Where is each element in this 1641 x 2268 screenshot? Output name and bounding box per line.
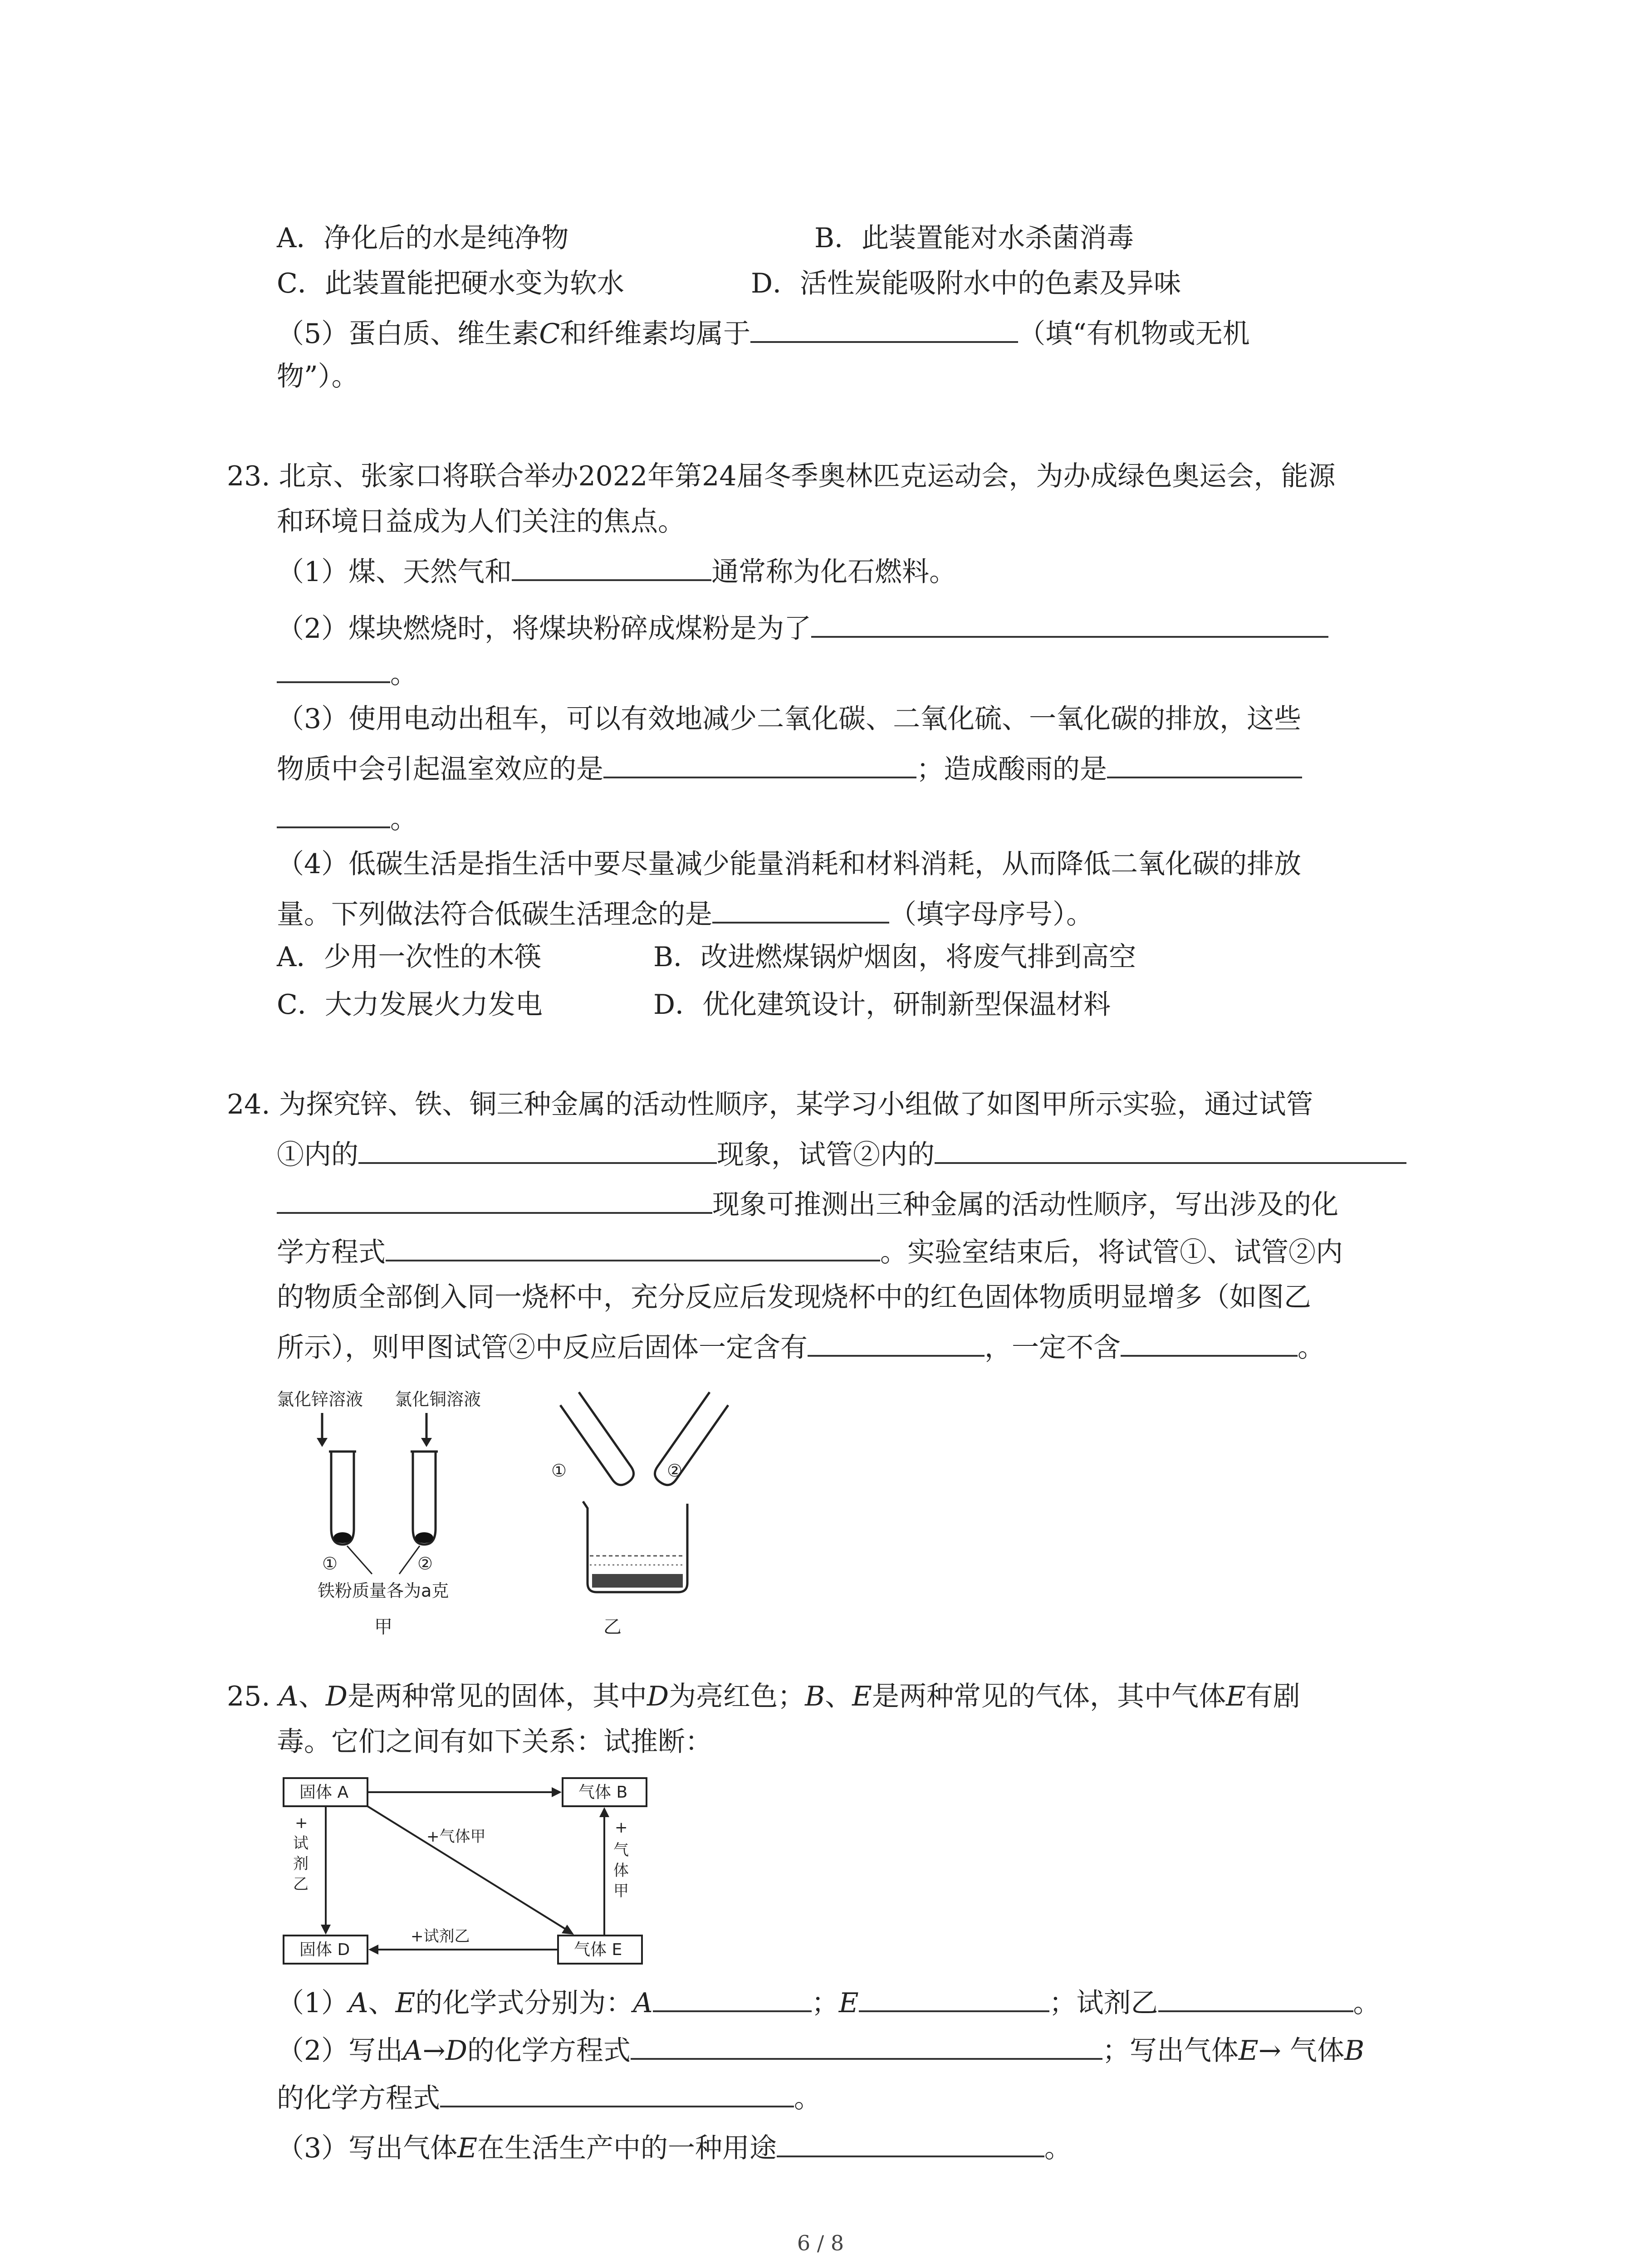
question-5-end: 物”）。 [277,361,359,392]
arrow-a-to-e [367,1806,567,1930]
answer-blank[interactable] [277,1184,712,1214]
tube-1-label: ① [322,1554,338,1574]
option-d: D．活性炭能吸附水中的色素及异味 [751,268,1181,299]
relationship-diagram [277,1771,658,1971]
q25-stem: 25. A、D是两种常见的固体，其中D为亮红色；B、E是两种常见的气体，其中气体E有剧 [227,1681,1300,1712]
edge-label-gas-jia: +气体甲 [426,1828,486,1846]
figure-caption-yi: 乙 [603,1617,622,1637]
answer-blank[interactable] [386,1232,880,1261]
option-a: A．净化后的水是纯净物 [277,222,569,254]
svg-text:气体 B: 气体 B [578,1783,628,1802]
svg-text:气体 E: 气体 E [574,1941,622,1959]
q23-part3-cont: 。 [277,798,417,837]
label-copper-chloride: 氯化铜溶液 [395,1389,481,1409]
iron-mass-note: 铁粉质量各为a克 [318,1581,449,1601]
question-5-line: （5）蛋白质、维生素C和纤维素均属于 （填“有机物或无机 [277,313,1250,352]
iron-powder-2 [415,1532,433,1543]
q24-line4: 学方程式 。实验室结束后，将试管①、试管②内 [277,1232,1343,1271]
page-number: 6 / 8 [797,2231,844,2255]
answer-blank[interactable] [603,748,916,778]
answer-blank[interactable] [358,1134,717,1164]
answer-blank[interactable] [277,798,390,828]
svg-text:+: + [615,1818,628,1837]
svg-text:剂: 剂 [293,1855,309,1873]
edge-label-reagent-yi: +试剂乙 [411,1927,470,1945]
svg-text:乙: 乙 [293,1875,309,1893]
tube-2-label: ② [667,1461,683,1481]
answer-blank[interactable] [512,551,711,581]
tube-2-label: ② [417,1554,433,1574]
q23-option-a: A．少用一次性的木筷 [277,941,542,973]
answer-blank[interactable] [653,1982,812,2012]
q23-part2-cont: 。 [277,653,417,692]
q25-part1: （1）A、E的化学式分别为：A ；E ；试剂乙 。 [277,1982,1381,2021]
q23-part3: （3）使用电动出租车，可以有效地减少二氧化碳、二氧化硫、一氧化碳的排放，这些 [277,703,1302,735]
answer-blank[interactable] [440,2077,794,2107]
answer-blank[interactable] [750,313,1018,343]
iron-powder-1 [333,1532,352,1543]
q23-option-c: C．大力发展火力发电 [277,989,543,1021]
svg-text:体: 体 [613,1862,629,1880]
answer-blank[interactable] [1107,748,1302,778]
option-b: B．此装置能对水杀菌消毒 [814,222,1134,254]
test-tube-2 [413,1452,436,1545]
answer-blank[interactable] [1121,1327,1298,1357]
svg-text:固体 A: 固体 A [299,1783,349,1802]
svg-text:试: 试 [293,1834,309,1853]
figure-yi [540,1379,749,1642]
q23-part4: （4）低碳生活是指生活中要尽量减少能量消耗和材料消耗，从而降低二氧化碳的排放 [277,848,1302,880]
answer-blank[interactable] [777,2127,1044,2157]
red-solid [592,1574,683,1588]
q23-stem-2: 和环境日益成为人们关注的焦点。 [277,506,685,538]
answer-blank[interactable] [277,653,390,683]
q24-line2: ①内的 现象，试管②内的 [277,1134,1406,1173]
svg-text:+: + [295,1814,308,1832]
figure-jia [272,1379,481,1642]
q23-part4-line2: 量。下列做法符合低碳生活理念的是 （填字母序号）。 [277,894,1093,933]
q24-line3: 现象可推测出三种金属的活动性顺序，写出涉及的化 [277,1184,1338,1223]
q25-part2-line2: 的化学方程式 。 [277,2077,821,2116]
option-c: C．此装置能把硬水变为软水 [277,268,624,299]
tilted-tube-1 [560,1392,637,1489]
q23-part2: （2）煤块燃烧时，将煤块粉碎成煤粉是为了 [277,608,1328,647]
answer-blank[interactable] [631,2030,1102,2060]
q24-stem: 24. 为探究锌、铁、铜三种金属的活动性顺序，某学习小组做了如图甲所示实验，通过试管 [227,1089,1313,1120]
answer-blank[interactable] [811,608,1328,638]
answer-blank[interactable] [1158,1982,1353,2012]
q23-part1: （1）煤、天然气和 通常称为化石燃料。 [277,551,956,590]
answer-blank[interactable] [859,1982,1049,2012]
q23-part3-line2: 物质中会引起温室效应的是 ；造成酸雨的是 [277,748,1302,787]
answer-blank[interactable] [808,1327,985,1357]
label-zinc-chloride: 氯化锌溶液 [277,1389,363,1409]
answer-blank[interactable] [712,894,889,924]
q23-stem: 23. 北京、张家口将联合举办2022年第24届冬季奥林匹克运动会，为办成绿色奥运会，能源 [227,460,1336,492]
figure-caption-jia: 甲 [374,1617,392,1637]
q25-part3: （3）写出气体E在生活生产中的一种用途 。 [277,2127,1072,2166]
q24-line5: 的物质全部倒入同一烧杯中，充分反应后发现烧杯中的红色固体物质明显增多（如图乙 [277,1281,1311,1313]
q25-stem-2: 毒。它们之间有如下关系：试推断： [277,1726,712,1758]
svg-text:甲: 甲 [613,1882,629,1900]
q23-option-d: D．优化建筑设计，研制新型保温材料 [653,989,1111,1021]
q24-line6: 所示），则甲图试管②中反应后固体一定含有 ，一定不含 。 [277,1327,1325,1366]
svg-text:气: 气 [613,1841,629,1859]
tube-1-label: ① [551,1461,567,1481]
q23-option-b: B．改进燃煤锅炉烟囱，将废气排到高空 [653,941,1136,973]
test-tube-1 [331,1452,354,1545]
q25-part2: （2）写出A→D的化学方程式 ；写出气体E→ 气体B [277,2030,1364,2069]
tilted-tube-2 [651,1392,728,1489]
svg-text:固体 D: 固体 D [299,1941,350,1959]
answer-blank[interactable] [935,1134,1406,1164]
